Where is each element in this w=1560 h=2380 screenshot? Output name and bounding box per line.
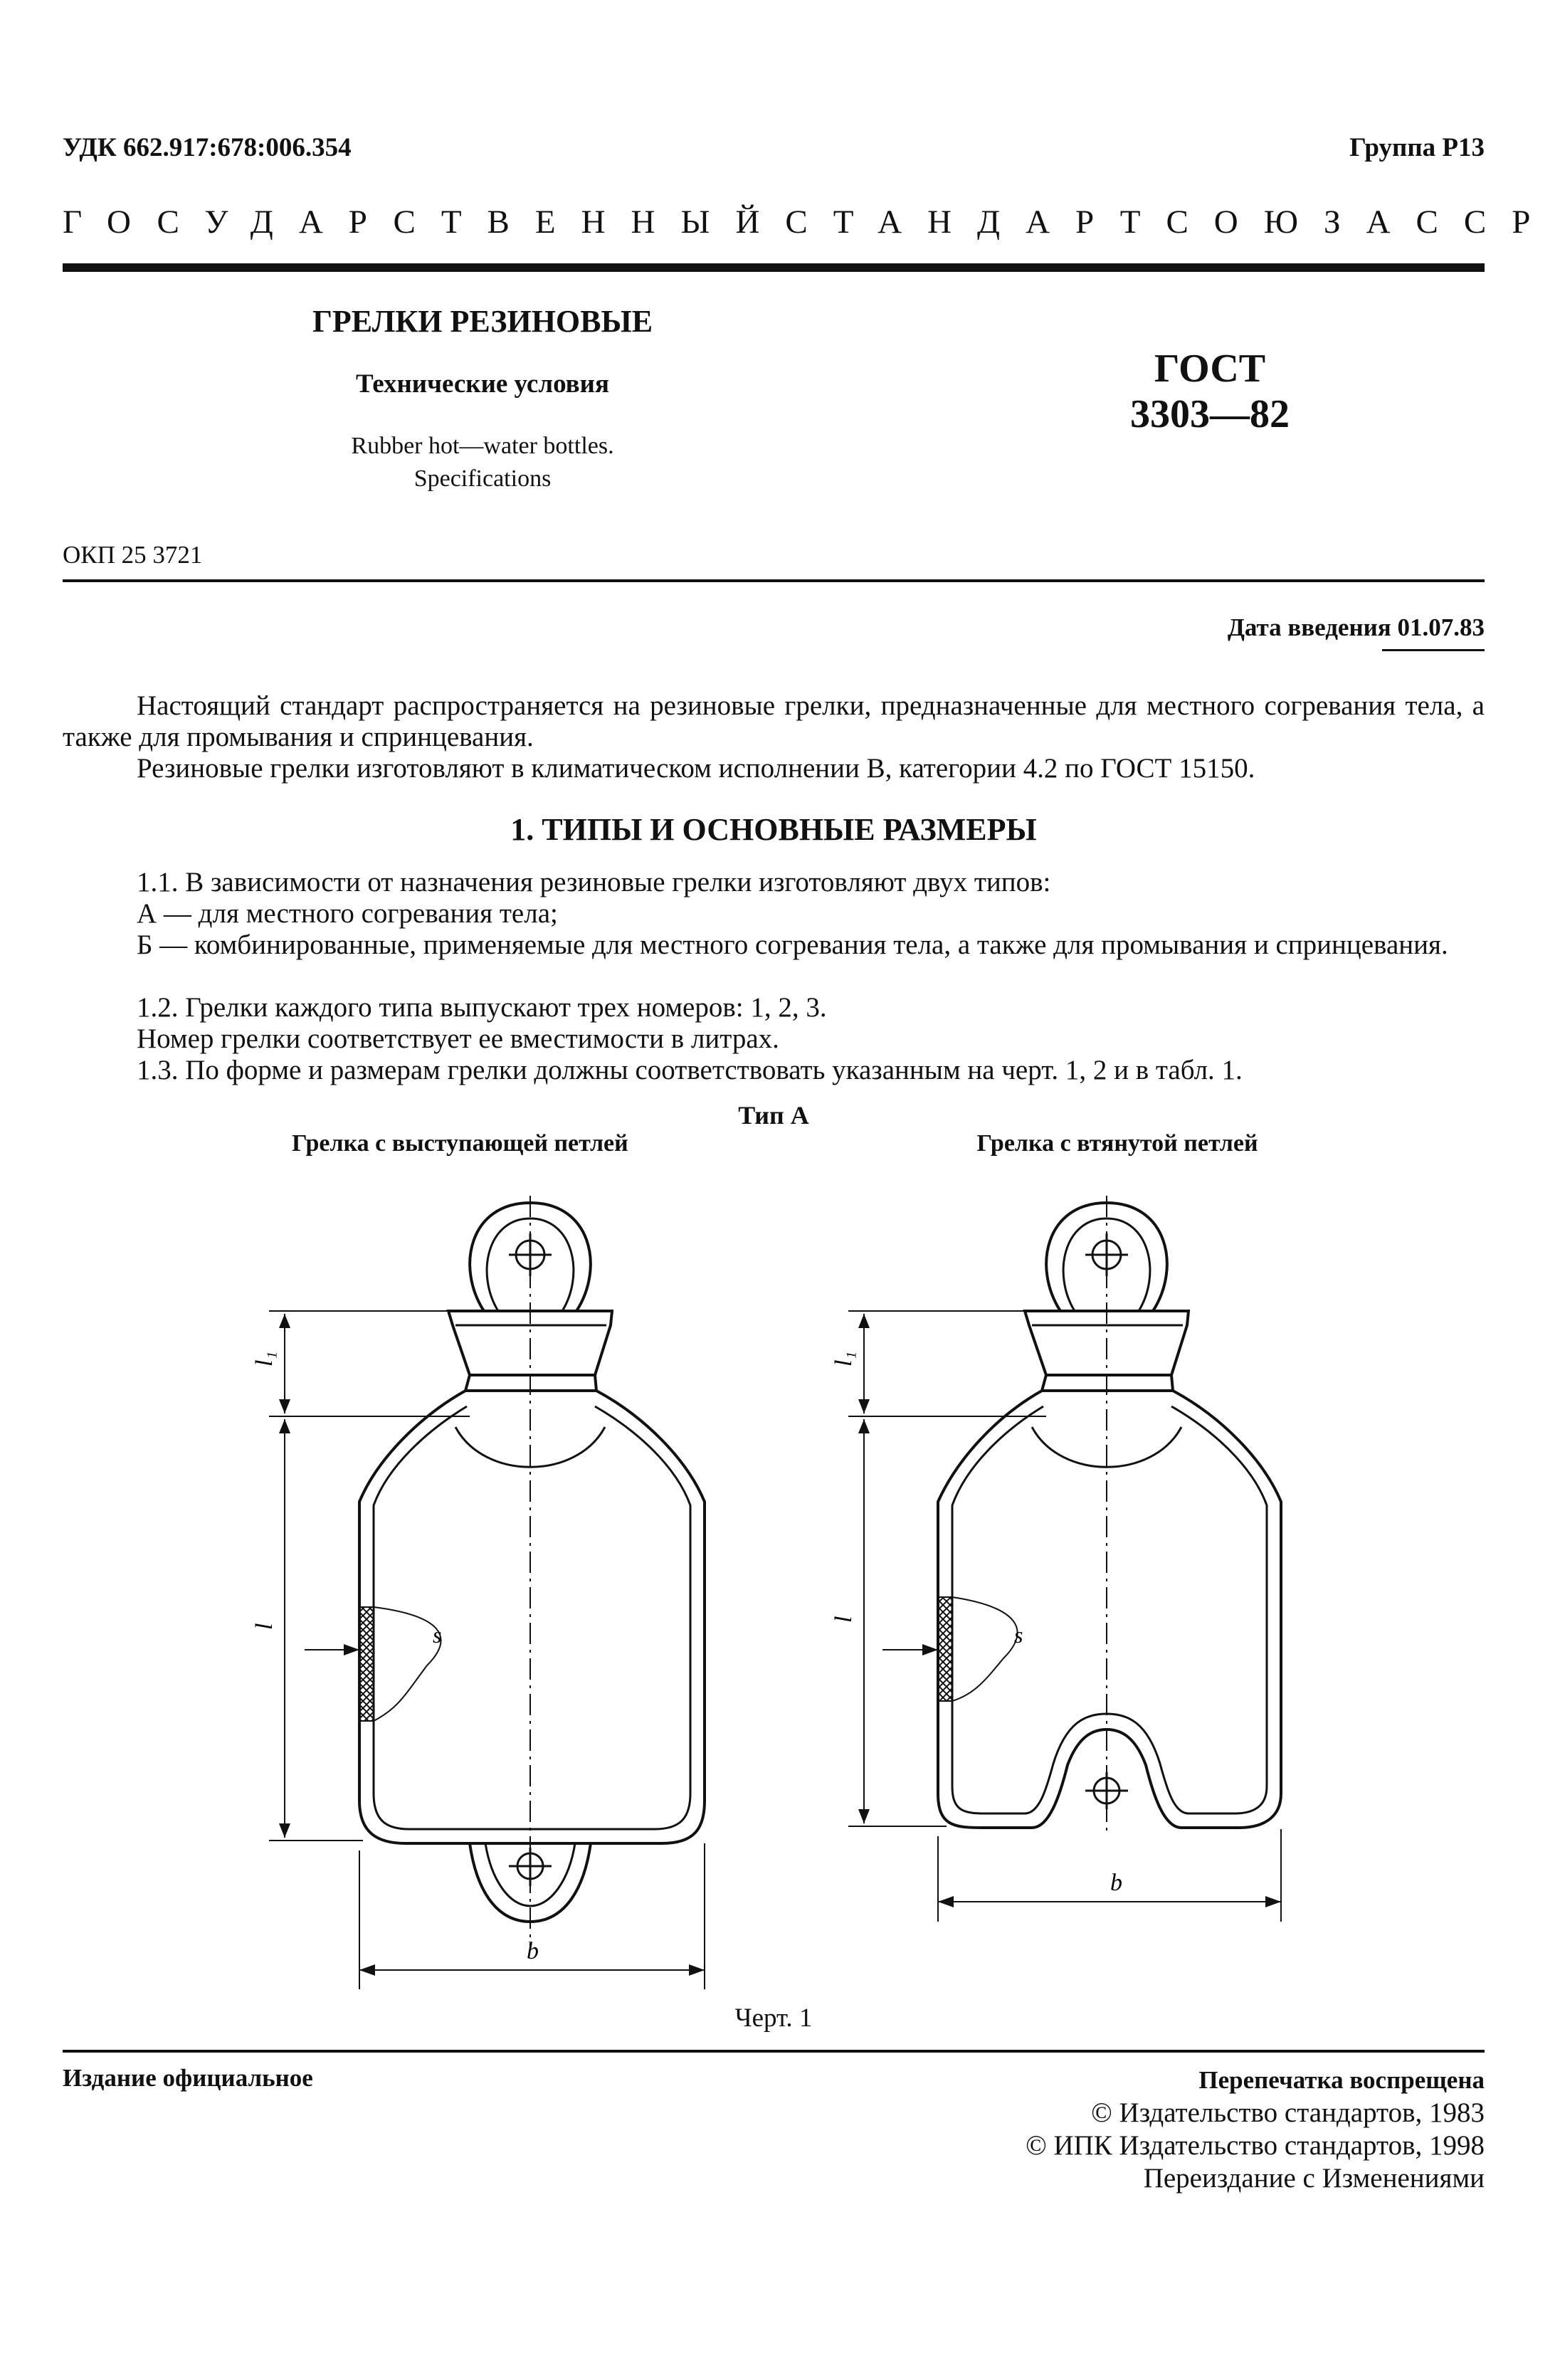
intro-paragraph-1: Настоящий стандарт распространяется на резиновые грелки, предназначенные для местного согревания тела, а также для промывания и спринцевания. [63,690,1485,752]
section-1-title: 1. ТИПЫ И ОСНОВНЫЕ РАЗМЕРЫ [510,812,1037,847]
clause-1-1: 1.1. В зависимости от назначения резиновые грелки изготовляют двух типов: [137,867,1051,897]
right-bottle [938,1196,1281,1836]
right-bottle-caption: Грелка с втянутой петлей [976,1130,1258,1157]
date-value: 01.07.83 [1397,614,1485,641]
left-dim-b: b [527,1938,539,1964]
left-wall-section [359,1607,374,1721]
left-bottle-caption: Грелка с выступающей петлей [292,1130,628,1157]
copyright-1998: © ИПК Издательство стандартов, 1998 [1026,2130,1485,2161]
left-dim-l: l [251,1623,278,1630]
reissue-note: Переиздание с Изменениями [1143,2163,1485,2194]
footer-rule [63,2050,1485,2053]
left-dim-s: s [433,1622,442,1648]
intro-paragraph-2: Резиновые грелки изготовляют в климатическом исполнении В, категории 4.2 по ГОСТ 15150. [137,753,1255,784]
right-dim-s: s [1014,1622,1023,1648]
udk-code: УДК 662.917:678:006.354 [63,133,352,162]
gost-label: ГОСТ [1154,347,1266,391]
copyright-1983: © Издательство стандартов, 1983 [1091,2097,1485,2128]
clause-volume: Номер грелки соответствует ее вместимости в литрах. [137,1023,779,1054]
copyright-block [1026,2064,1485,2195]
group-code: Группа Р13 [1349,133,1485,162]
clause-1-3: 1.3. По форме и размерам грелки должны соответствовать указанным на черт. 1, 2 и в табл. 1. [137,1055,1243,1085]
english-title-line1: Rubber hot—water bottles. [351,433,614,459]
document-subtitle: Технические условия [356,369,609,399]
left-bottle [359,1196,705,1950]
clause-type-b: Б — комбинированные, применяемые для местного согревания тела, а также для промывания и спринцевания. [137,930,1448,960]
gost-number: 3303—82 [1130,392,1290,436]
right-dim-l1: l₁ [831,1351,857,1367]
okp-code: ОКП 25 3721 [63,541,203,569]
clause-type-a: А — для местного согревания тела; [137,898,558,929]
state-word-1: ГОСУДАРСТВЕННЫЙ [63,204,786,241]
figure-caption: Черт. 1 [734,2003,813,2033]
state-word-3: СОЮЗА [1166,204,1416,241]
document-title: ГРЕЛКИ РЕЗИНОВЫЕ [312,304,653,339]
english-title-line2: Specifications [413,465,552,492]
right-wall-section [938,1597,952,1701]
left-dim-l1: l₁ [251,1351,278,1367]
clause-1-2: 1.2. Грелки каждого типа выпускают трех номеров: 1, 2, 3. [137,992,827,1023]
right-dim-l: l [831,1616,857,1623]
left-dimensions [269,1311,705,1989]
official-edition: Издание официальное [63,2064,313,2092]
state-word-4: ССР [1416,204,1556,241]
right-dim-b: b [1110,1870,1122,1896]
reprint-notice: Перепечатка воспрещена [1198,2066,1485,2094]
date-label: Дата введения [1227,614,1391,641]
right-dimensions [848,1311,1281,1922]
figure-type-label: Тип А [738,1101,809,1130]
state-word-2: СТАНДАРТ [785,204,1166,241]
